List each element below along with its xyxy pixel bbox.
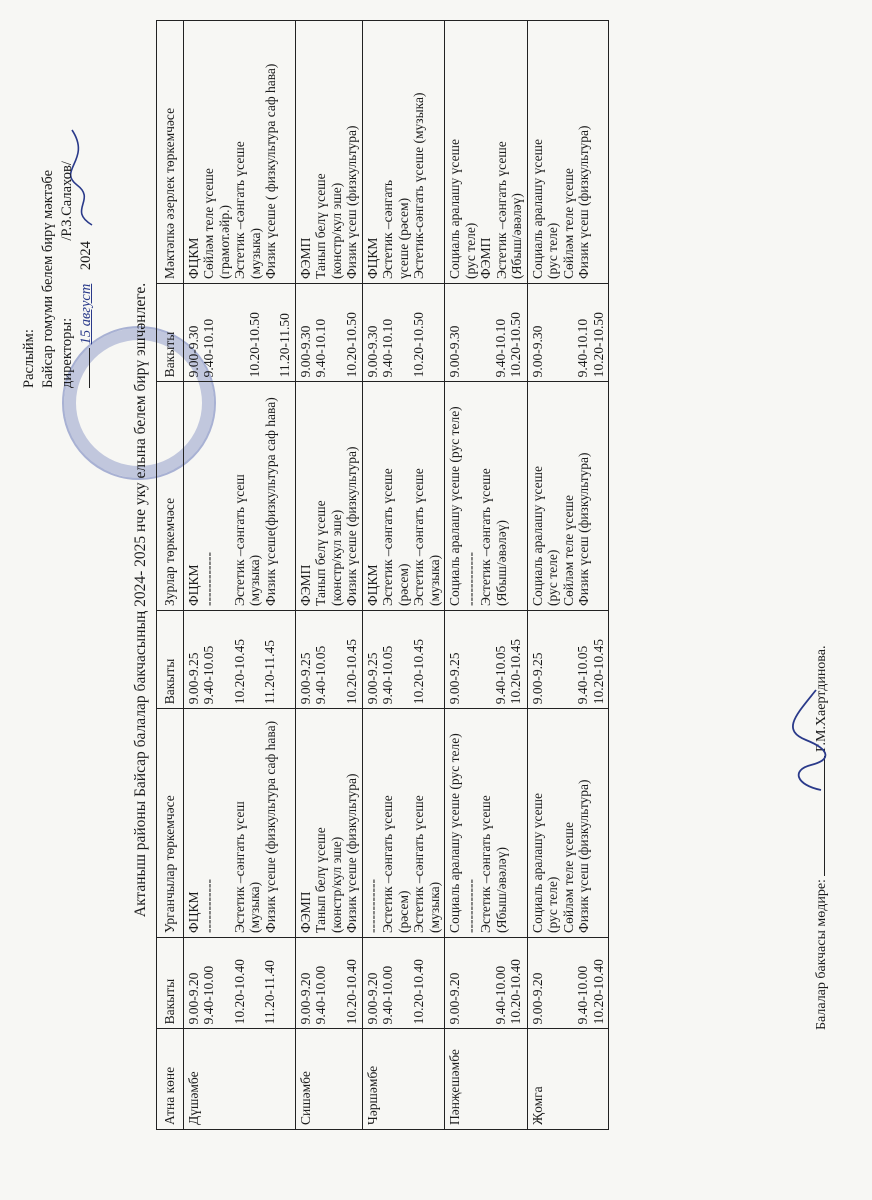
cell-line: ФЦКМ <box>364 237 380 279</box>
approval-date <box>77 48 96 388</box>
cell-line: Социаль аралашу үсеше (рус теле) <box>447 406 462 606</box>
cell-line: Социаль аралашу үсеше (рус теле) <box>447 733 462 933</box>
cell-line: Танып белү үсеше <box>313 500 328 606</box>
cell-line: 9.40-10.10 <box>575 318 590 378</box>
time-cell-senior <box>295 610 362 708</box>
cell-line: (музыка) <box>247 227 263 279</box>
cell-line: үсеше (рәсем) <box>395 197 411 279</box>
cell-line: Физик үсеш (физкультура) <box>344 125 359 279</box>
cell-line: Физик үсеше (физкультура) <box>344 773 359 933</box>
cell-line: (Ябыш/әвәләү) <box>509 193 524 279</box>
cell-spacer <box>217 615 232 704</box>
cell-line: Эстетик –сәнгать үсеш <box>231 801 247 933</box>
cell-spacer <box>247 942 262 1024</box>
cell-line: Социаль аралашу үсеше <box>529 139 545 279</box>
cell-line: 9.40-10.05 <box>380 645 395 705</box>
cell-line: ФЭМП <box>297 564 313 606</box>
director-label: директоры: <box>59 317 75 388</box>
cell-line: (рус теле) <box>545 222 560 279</box>
cell-line: 10.20-10.40 <box>508 959 523 1025</box>
cell-line: (рус теле) <box>545 876 560 933</box>
cell-line: 9.00-9.20 <box>447 972 462 1025</box>
cell-line: ------------ <box>462 552 478 606</box>
cell-line: 10.20-10.45 <box>231 639 247 705</box>
cell-line: (констр/кул эше) <box>328 182 344 279</box>
cell-line: 11.20-11.45 <box>262 640 277 705</box>
cell-line: 9.40-10.00 <box>313 965 328 1025</box>
cell-line: Эстетик –сәнгать үсеше <box>380 795 395 933</box>
table-row <box>362 21 445 1130</box>
day-label: Пәнҗешәмбе <box>447 1049 462 1125</box>
cell-line: 10.20-10.45 <box>508 639 523 705</box>
cell-line: 9.40-10.05 <box>492 645 508 705</box>
cell-line: 9.40-10.00 <box>575 965 590 1025</box>
cell-line: 9.40-10.00 <box>380 965 395 1025</box>
cell-spacer <box>396 288 411 377</box>
header-time-2: Вакыты <box>157 610 184 708</box>
cell-line: ------------ <box>462 878 478 933</box>
cell-spacer <box>217 713 232 933</box>
cell-spacer <box>232 288 247 377</box>
activity-cell-senior <box>183 382 295 611</box>
cell-spacer <box>463 615 478 704</box>
cell-line: Социаль аралашу үсеше <box>447 139 462 279</box>
time-cell-senior <box>445 610 528 708</box>
date-day: 15 август <box>78 283 94 345</box>
cell-line: (грамот.әйр.) <box>216 205 232 279</box>
cell-line: 10.20-10.40 <box>231 959 247 1025</box>
cell-spacer <box>560 615 575 704</box>
approval-label: Раслыйм: <box>21 329 37 388</box>
cell-line: Физик үсеш (физкультура) <box>576 452 591 606</box>
footer-name: Г.М.Хаертдинова. <box>814 645 829 753</box>
cell-line: Эстетик –сәнгать үсеше <box>411 468 426 606</box>
cell-line: Эстетик –сәнгать үсеш <box>231 474 247 606</box>
cell-spacer <box>545 288 560 377</box>
day-cell <box>445 1029 528 1130</box>
cell-line: Эстетик-сәнгать үсеше (музыка) <box>411 92 426 279</box>
cell-line: 9.00-9.20 <box>364 972 380 1025</box>
day-cell <box>362 1029 445 1130</box>
cell-line: Сөйләм теле үсеше <box>201 168 216 279</box>
cell-line: 9.00-9.30 <box>297 325 313 378</box>
activity-cell-junior <box>527 709 609 938</box>
cell-line: Физик үсеше (физкультура) <box>344 446 359 606</box>
cell-spacer <box>217 386 232 606</box>
cell-line: ФЭМП <box>297 891 313 933</box>
time-cell-preschool <box>183 284 295 382</box>
cell-line: Физик үсеш (физкультура) <box>576 125 591 279</box>
cell-spacer <box>478 288 493 377</box>
cell-line: Физик үсеш (физкультура) <box>576 779 591 933</box>
cell-spacer <box>217 942 232 1024</box>
activity-cell-senior <box>445 382 528 611</box>
cell-line: Танып белү үсеше <box>313 827 328 933</box>
footer-label: Балалар бакчасы мөдире: <box>814 879 829 1030</box>
approval-org: Байсар гомуми белем бирү мәктәбе <box>40 169 56 388</box>
header-group-senior: Зурлар төркемчәсе <box>157 382 184 611</box>
cell-spacer <box>463 942 478 1024</box>
time-cell-preschool <box>445 284 528 382</box>
cell-line: Эстетик –сәнгать үсеше <box>478 795 493 933</box>
activity-cell-preschool <box>445 21 528 284</box>
head-signature <box>786 680 836 800</box>
cell-line: 10.20-10.45 <box>590 639 606 705</box>
cell-spacer <box>396 942 411 1024</box>
cell-line: (музыка) <box>426 554 442 606</box>
time-cell-junior <box>445 937 528 1028</box>
cell-line: Физик үсеше (физкультура саф һава) <box>262 720 278 933</box>
approval-director <box>58 48 77 388</box>
cell-line: Эстетик –сәнгать үсеше <box>493 141 509 279</box>
cell-spacer <box>247 615 262 704</box>
cell-line: 10.20-10.45 <box>343 639 359 705</box>
cell-line: 10.20-10.50 <box>246 312 262 378</box>
rotated-landscape-content <box>6 20 866 1180</box>
cell-line: (рәсем) <box>395 563 411 606</box>
cell-line: ФЦКМ <box>364 564 380 606</box>
cell-spacer <box>329 288 344 377</box>
cell-line: 9.00-9.30 <box>185 325 201 378</box>
approval-block <box>20 48 96 388</box>
time-cell-junior <box>527 937 609 1028</box>
time-cell-junior <box>295 937 362 1028</box>
cell-spacer <box>463 288 478 377</box>
cell-line: Танып белү үсеше <box>313 173 328 279</box>
cell-line: 9.00-9.25 <box>447 652 462 705</box>
cell-spacer <box>478 942 493 1024</box>
table-row <box>445 21 528 1130</box>
time-cell-preschool <box>295 284 362 382</box>
cell-line: 10.20-10.50 <box>508 312 523 378</box>
cell-spacer <box>545 942 560 1024</box>
activity-cell-junior <box>362 709 445 938</box>
cell-spacer <box>329 942 344 1024</box>
header-group-junior: Урганчылар төркемчәсе <box>157 709 184 938</box>
table-row <box>183 21 295 1130</box>
cell-line: Сөйләм теле үсеше <box>560 495 576 606</box>
page-title: Актаныш районы Байсар балалар бакчасының 2024- 2025 нче уку елына белем бирү эшчәнлеге. <box>132 282 149 918</box>
header-time-3: Вакыты <box>157 284 184 382</box>
cell-spacer <box>545 615 560 704</box>
cell-line: ФЦКМ <box>185 891 201 933</box>
time-cell-senior <box>362 610 445 708</box>
cell-line: ------------ <box>201 552 216 606</box>
day-label: Чәршәмбе <box>364 1065 380 1125</box>
cell-line: 9.00-9.30 <box>364 325 380 378</box>
cell-spacer <box>396 615 411 704</box>
cell-line: 9.40-10.10 <box>201 318 216 378</box>
cell-line: 9.40-10.10 <box>313 318 328 378</box>
cell-line: 9.00-9.25 <box>297 652 313 705</box>
cell-line: (музыка) <box>426 881 442 933</box>
schedule-table <box>156 20 609 1130</box>
cell-line: 9.40-10.00 <box>492 965 508 1025</box>
cell-line: (констр/кул эше) <box>328 836 344 933</box>
cell-line: (констр/кул эше) <box>328 509 344 606</box>
time-cell-junior <box>183 937 295 1028</box>
cell-line: (музыка) <box>247 881 262 933</box>
cell-line: (музыка) <box>247 554 262 606</box>
cell-line: 10.20-10.40 <box>343 959 359 1025</box>
cell-line: 10.20-10.50 <box>410 312 426 378</box>
cell-line: 10.20-10.45 <box>410 639 426 705</box>
day-cell <box>295 1029 362 1130</box>
activity-cell-preschool <box>362 21 445 284</box>
header-time-1: Вакыты <box>157 937 184 1028</box>
cell-line: Физик үсеше(физкультура саф һава) <box>262 397 278 606</box>
cell-line: Эстетик –сәнгать үсеше <box>411 795 426 933</box>
cell-line: Сөйләм теле үсеше <box>560 822 576 933</box>
cell-spacer <box>478 615 493 704</box>
cell-line: 9.40-10.00 <box>201 965 216 1025</box>
cell-line: ФЭМП <box>478 237 493 279</box>
cell-spacer <box>560 942 575 1024</box>
cell-line: 10.20-10.50 <box>343 312 359 378</box>
cell-line: 9.00-9.30 <box>529 325 545 378</box>
cell-line: 9.40-10.05 <box>313 645 328 705</box>
cell-line: 11.20-11.50 <box>277 313 292 378</box>
table-header-row <box>157 21 184 1130</box>
cell-spacer <box>262 288 277 377</box>
cell-line: ------------ <box>364 878 380 933</box>
cell-spacer <box>560 288 575 377</box>
cell-line: (рус теле) <box>462 222 478 279</box>
cell-line: 9.00-9.30 <box>447 325 462 378</box>
day-label: Дүшәмбе <box>185 1071 201 1125</box>
cell-spacer <box>329 615 344 704</box>
activity-cell-junior <box>295 709 362 938</box>
activity-cell-preschool <box>295 21 362 284</box>
date-year: 2024 <box>78 241 94 271</box>
table-row <box>527 21 609 1130</box>
day-cell <box>183 1029 295 1130</box>
cell-line: 9.40-10.10 <box>492 318 508 378</box>
cell-line: 9.00-9.25 <box>185 652 201 705</box>
activity-cell-preschool <box>527 21 609 284</box>
header-day: Атна көне <box>157 1029 184 1130</box>
cell-line: (Ябыш/әвәләү) <box>493 520 509 606</box>
cell-line: ФЦКМ <box>185 564 201 606</box>
cell-line: 10.20-10.40 <box>410 959 426 1025</box>
cell-line: 9.40-10.05 <box>575 645 590 705</box>
cell-line: Социаль аралашу үсеше <box>529 465 545 606</box>
cell-line: ФЭМП <box>297 237 313 279</box>
cell-line: Физик үсеше ( физкультура саф һава) <box>263 63 278 279</box>
cell-line: 9.00-9.20 <box>297 972 313 1025</box>
activity-cell-junior <box>445 709 528 938</box>
cell-line: 9.00-9.25 <box>529 652 545 705</box>
activity-cell-senior <box>527 382 609 611</box>
cell-line: 10.20-10.40 <box>590 959 606 1025</box>
cell-line: 9.00-9.20 <box>529 972 545 1025</box>
time-cell-junior <box>362 937 445 1028</box>
cell-line: 11.20-11.40 <box>262 960 277 1025</box>
header-group-preschool: Мәктәпкә әзерлек төркемчәсе <box>157 21 184 284</box>
day-label: Җомга <box>529 1086 545 1125</box>
cell-line: Эстетик –сәнгать <box>380 179 395 279</box>
cell-line: ------------ <box>201 878 216 933</box>
time-cell-senior <box>183 610 295 708</box>
activity-cell-preschool <box>183 21 295 284</box>
table-row <box>295 21 362 1130</box>
cell-line: Эстетик –сәнгать үсеше <box>478 468 493 606</box>
time-cell-senior <box>527 610 609 708</box>
activity-cell-junior <box>183 709 295 938</box>
director-name: /Р.З.Салахов/ <box>59 161 75 241</box>
cell-line: 9.40-10.10 <box>380 318 395 378</box>
cell-line: 10.20-10.50 <box>590 312 606 378</box>
cell-line: (рәсем) <box>395 890 411 933</box>
cell-line: 9.00-9.20 <box>185 972 201 1025</box>
cell-line: 9.00-9.25 <box>364 652 380 705</box>
day-label: Сишәмбе <box>297 1071 313 1125</box>
cell-line: Эстетик –сәнгать үсеше <box>380 468 395 606</box>
time-cell-preschool <box>362 284 445 382</box>
cell-line: ФЦКМ <box>185 237 201 279</box>
time-cell-preschool <box>527 284 609 382</box>
cell-line: Эстетик –сәнгать үсеше <box>232 141 247 279</box>
activity-cell-senior <box>295 382 362 611</box>
day-cell <box>527 1029 609 1130</box>
cell-line: Социаль аралашу үсеше <box>529 792 545 933</box>
cell-line: (рус теле) <box>545 549 560 606</box>
cell-line: 9.40-10.05 <box>201 645 216 705</box>
cell-line: Сөйләм теле үсеше <box>560 168 576 279</box>
cell-line: (Ябыш/әвәләү) <box>493 847 509 933</box>
cell-spacer <box>217 288 232 377</box>
activity-cell-senior <box>362 382 445 611</box>
